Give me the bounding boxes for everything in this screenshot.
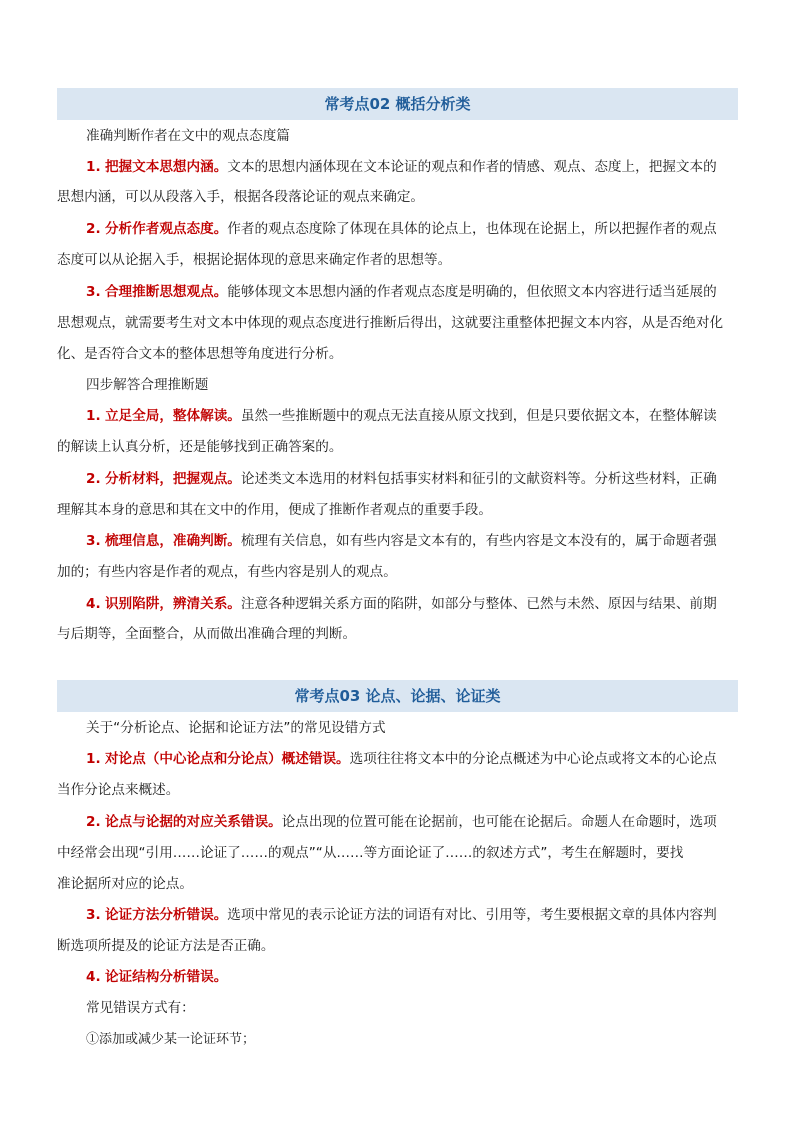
list-item [86, 469, 738, 489]
item-number: 1. [86, 159, 101, 175]
item-heading: 分析作者观点态度。 [104, 221, 228, 237]
list-item [86, 594, 738, 614]
item-heading: 分析材料，把握观点。 [104, 471, 241, 487]
common-errors-label: 常见错误方式有： [86, 1000, 195, 1016]
section-title-03: 常考点03 论点、论据、论证类 [57, 680, 738, 712]
list-item [86, 157, 738, 177]
item-heading: 把握文本思想内涵。 [104, 159, 228, 175]
list-item [86, 219, 738, 239]
section-title-02: 常考点02 概括分析类 [57, 88, 738, 120]
item-text-line: 思想观点，就需要考生对文本中体现的观点态度进行推断后得出，这就要注重整体把握文本内容，从是否绝对化 [57, 315, 724, 331]
item-text-line: 思想内涵，可以从段落入手，根据各段落论证的观点来确定。 [57, 189, 425, 205]
item-heading: 梳理信息，准确判断。 [104, 533, 241, 549]
item-text-line: 断选项所提及的论证方法是否正确。 [57, 938, 275, 954]
list-item [86, 812, 738, 832]
item-number: 2. [86, 814, 101, 830]
item-text: 作者的观点态度除了体现在具体的论点上，也体现在论据上，所以把握作者的观点 [227, 221, 717, 237]
section-intro: 关于“分析论点、论据和论证方法”的常见设错方式 [86, 720, 386, 736]
list-item [86, 967, 738, 987]
item-text: 论述类文本选用的材料包括事实材料和征引的文献资料等。分析这些材料，正确 [240, 471, 717, 487]
item-text: 选项往往将文本中的分论点概述为中心论点或将文本的心论点 [349, 751, 717, 767]
item-heading: 论点与论据的对应关系错误。 [104, 814, 282, 830]
item-number: 3. [86, 907, 101, 923]
item-text: 文本的思想内涵体现在文本论证的观点和作者的情感、观点、态度上，把握文本的 [227, 159, 717, 175]
list-item [86, 531, 738, 551]
item-number: 4. [86, 596, 101, 612]
item-number: 3. [86, 284, 101, 300]
section-intro: 准确判断作者在文中的观点态度篇 [86, 128, 290, 144]
item-text-line: 态度可以从论据入手，根据论据体现的意思来确定作者的思想等。 [57, 252, 452, 268]
item-number: 4. [86, 969, 101, 985]
item-text-line: 加的；有些内容是作者的观点，有些内容是别人的观点。 [57, 564, 397, 580]
item-number: 2. [86, 471, 101, 487]
item-text-line: 理解其本身的意思和其在文中的作用，便成了推断作者观点的重要手段。 [57, 502, 492, 518]
item-text-line: 化、是否符合文本的整体思想等角度进行分析。 [57, 346, 343, 362]
item-text-line: 准论据所对应的论点。 [57, 876, 193, 892]
item-text: 能够体现文本思想内涵的作者观点态度是明确的，但依照文本内容进行适当延展的 [227, 284, 717, 300]
item-text: 选项中常见的表示论证方法的词语有对比、引用等，考生要根据文章的具体内容判 [227, 907, 717, 923]
item-text: 注意各种逻辑关系方面的陷阱，如部分与整体、已然与未然、原因与结果、前期 [240, 596, 717, 612]
list-item [86, 406, 738, 426]
item-text: 虽然一些推断题中的观点无法直接从原文找到，但是只要依据文本，在整体解读 [240, 408, 717, 424]
item-heading: 论证方法分析错误。 [104, 907, 228, 923]
item-number: 3. [86, 533, 101, 549]
item-heading: 合理推断思想观点。 [104, 284, 228, 300]
section-intro: 四步解答合理推断题 [86, 377, 209, 393]
item-text-line: 与后期等，全面整合，从而做出准确合理的判断。 [57, 626, 357, 642]
item-number: 1. [86, 408, 101, 424]
item-heading: 论证结构分析错误。 [104, 969, 228, 985]
item-heading: 对论点（中心论点和分论点）概述错误。 [104, 751, 350, 767]
item-heading: 识别陷阱，辨清关系。 [104, 596, 241, 612]
list-item [86, 282, 738, 302]
item-number: 1. [86, 751, 101, 767]
item-heading: 立足全局，整体解读。 [104, 408, 241, 424]
item-text-line: 中经常会出现“引用……论证了……的观点”“从……等方面论证了……的叙述方式”，考生在解题时，要找 [57, 845, 684, 861]
item-text-line: 当作分论点来概述。 [57, 782, 180, 798]
item-text-line: 的解读上认真分析，还是能够找到正确答案的。 [57, 439, 343, 455]
item-text: 论点出现的位置可能在论据前，也可能在论据后。命题人在命题时，选项 [281, 814, 717, 830]
list-item [86, 749, 738, 769]
item-number: 2. [86, 221, 101, 237]
item-text: 梳理有关信息，如有些内容是文本有的，有些内容是文本没有的，属于命题者强 [240, 533, 717, 549]
list-item [86, 905, 738, 925]
error-item-1: ①添加或减少某一论证环节； [86, 1032, 256, 1047]
